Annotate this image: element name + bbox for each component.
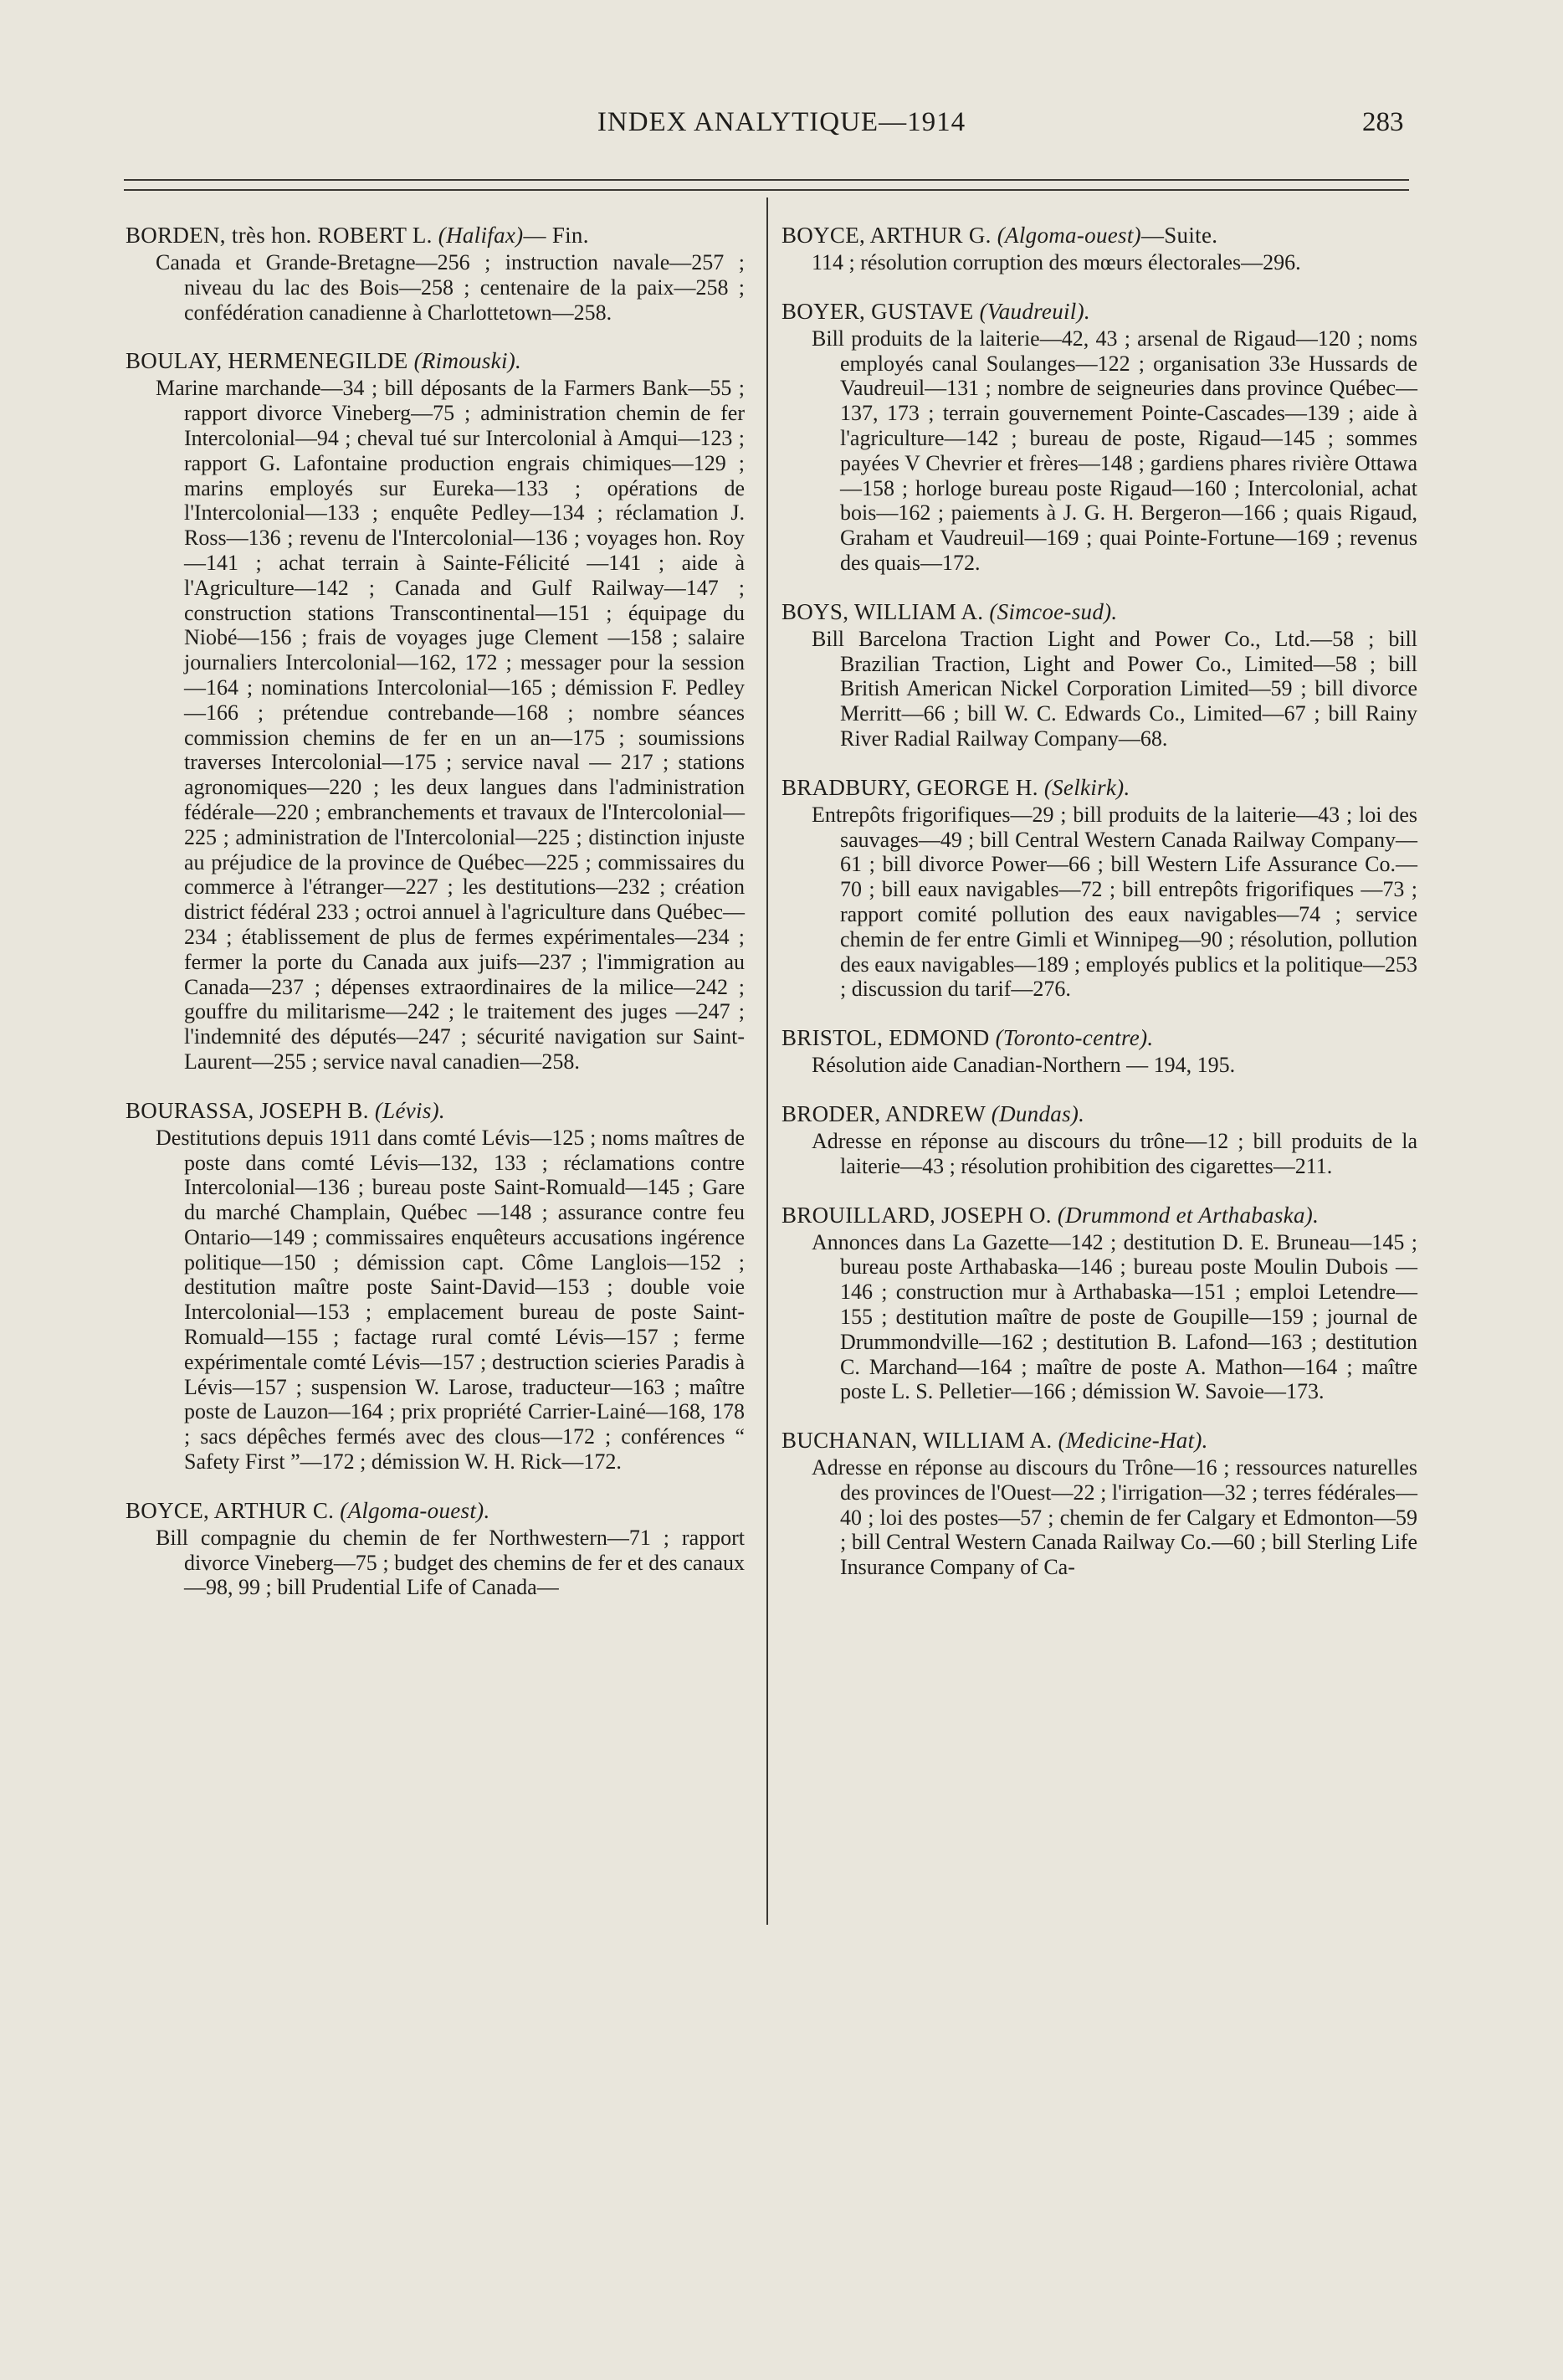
riding-name: (Selkirk).: [1043, 774, 1130, 800]
entry-text: Bill compagnie du chemin de fer Northwestern—71 ; rapport divorce Vineberg—75 ; budget des chemins de fer et des canaux—98, 99 ; bill Prudential Life of Canada—: [156, 1525, 745, 1600]
member-name: BOULAY, HERMENEGILDE: [126, 348, 408, 374]
entry-text: Résolution aide Canadian-Northern — 194, 195.: [812, 1053, 1236, 1078]
index-entry: [782, 1203, 1417, 1405]
member-name: BOYER, GUSTAVE: [782, 298, 974, 324]
entry-text: Marine marchande—34 ; bill déposants de la Farmers Bank—55 ; rapport divorce Vineberg—75 ; administration chemin de fer Intercolonial—94 ; cheval tué sur Intercolonial à Amqui—123 ; rapport G. Lafontaine production engrais chimiques—129 ; marins employés sur Eureka—133 ; opérations de l'Intercolonial—133 ; enquête Pedley—134 ; réclamation J. Ross—136 ; revenu de l'Intercolonial—136 ; voyages hon. Roy—141 ; achat terrain à Sainte-Félicité —141 ; aide à l'Agriculture—142 ; Canada and Gulf Railway—147 ; construction stations Transcontinental—151 ; équipage du Niobé—156 ; frais de voyages juge Clement —158 ; salaire journaliers Intercolonial—162, 172 ; messager pour la session—164 ; nominations Intercolonial—165 ; démission F. Pedley—166 ; prétendue contrebande—168 ; nombre séances commission chemins de fer en un an—175 ; soumissions traverses Intercolonial—175 ; service naval — 217 ; stations agronomiques—220 ; les deux langues dans l'administration fédérale—220 ; embranchements et travaux de l'Intercolonial—225 ; administration de l'Intercolonial—225 ; distinction injuste au préjudice de la province de Québec—225 ; commissaires du commerce à l'étranger—227 ; les destitutions—232 ; création district fédéral 233 ; octroi annuel à l'agriculture dans Québec—234 ; établissement de plus de fermes expérimentales—234 ; fermer la porte du Canada aux juifs—237 ; l'immigration au Canada—237 ; dépenses extraordinaires de la milice—242 ; gouffre du militarisme—242 ; le traitement des juges —247 ; l'indemnité des députés—247 ; sécurité navigation sur Saint-Laurent—255 ; service naval canadien—258.: [156, 376, 745, 1074]
entry-text: Annonces dans La Gazette—142 ; destitution D. E. Bruneau—145 ; bureau poste Arthabaska—146 ; bureau poste Moulin Dubois —146 ; construction mur à Arthabaska—151 ; emploi Letendre—155 ; destitution maître de poste de Goupille—159 ; journal de Drummondville—162 ; destitution B. Lafond—163 ; destitution C. Marchand—164 ; maître de poste A. Mathon—164 ; maître poste L. S. Pelletier—166 ; démission W. Savoie—173.: [812, 1229, 1417, 1404]
entry-heading: [782, 1025, 1417, 1051]
index-entry: [782, 223, 1417, 275]
entry-text: Adresse en réponse au discours du Trône—16 ; ressources naturelles des provinces de l'Ouest—22 ; l'irrigation—32 ; terres fédérales—40 ; loi des postes—57 ; chemin de fer Calgary et Edmonton—59 ; bill Central Western Canada Railway Co.—60 ; bill Sterling Life Insurance Company of Ca-: [812, 1455, 1417, 1580]
entry-text: Entrepôts frigorifiques—29 ; bill produits de la laiterie—43 ; loi des sauvages—49 ; bill Central Western Canada Railway Company—61 ; bill divorce Power—66 ; bill Western Life Assurance Co.—70 ; bill eaux navigables—72 ; bill entrepôts frigorifiques —73 ; rapport comité pollution des eaux navigables—74 ; service chemin de fer entre Gimli et Winnipeg—90 ; résolution, pollution des eaux navigables—189 ; employés publics et la politique—253 ; discussion du tarif—276.: [812, 802, 1417, 1002]
entry-heading: [782, 775, 1417, 801]
entry-text: 114 ; résolution corruption des mœurs électorales—296.: [812, 250, 1301, 274]
riding-name: (Drummond et Arthabaska).: [1057, 1202, 1320, 1228]
riding-name: (Vaudreuil).: [979, 298, 1090, 324]
entry-heading: [126, 348, 745, 374]
index-entry: [782, 1025, 1417, 1078]
index-entry: [782, 1428, 1417, 1580]
member-name: BORDEN, très hon. ROBERT L.: [126, 223, 433, 248]
index-entry: [782, 1101, 1417, 1179]
member-name: BOYCE, ARTHUR G.: [782, 223, 992, 248]
index-entry: [126, 1498, 745, 1600]
header-rule-bottom: [124, 189, 1409, 191]
entry-heading: [782, 599, 1417, 625]
right-column: [782, 223, 1417, 1603]
entry-heading: [782, 223, 1417, 249]
entry-suffix: —Suite.: [1140, 223, 1218, 248]
member-name: BOURASSA, JOSEPH B.: [126, 1097, 369, 1123]
header-rule-top: [124, 179, 1409, 181]
entry-heading: [782, 299, 1417, 325]
entry-heading: [126, 1498, 745, 1524]
entry-text: Canada et Grande-Bretagne—256 ; instruction navale—257 ; niveau du lac des Bois—258 ; centenaire de la paix—258 ; confédération canadienne à Charlottetown—258.: [156, 250, 745, 325]
member-name: BROUILLARD, JOSEPH O.: [782, 1202, 1052, 1228]
entry-text: Destitutions depuis 1911 dans comté Lévis—125 ; noms maîtres de poste dans comté Lévis—132, 133 ; réclamations contre Intercolonial—136 ; bureau poste Saint-Romuald—145 ; Gare du marché Champlain, Québec —148 ; assurance contre feu Ontario—149 ; commissaires enquêteurs accusations ingérence politique—150 ; démission capt. Côme Langlois—152 ; destitution maître poste Saint-David—153 ; double voie Intercolonial—153 ; emplacement bureau de poste Saint-Romuald—155 ; factage rural comté Lévis—157 ; ferme expérimentale comté Lévis—157 ; destruction scieries Paradis à Lévis—157 ; suspension W. Larose, traducteur—163 ; maître poste de Lauzon—164 ; prix propriété Carrier-Lainé—168, 178 ; sacs dépêches fermés avec des clous—172 ; conférences “ Safety First ”—172 ; démission W. H. Rick—172.: [156, 1125, 745, 1475]
entry-heading: [782, 1203, 1417, 1228]
entry-text: Adresse en réponse au discours du trône—12 ; bill produits de la laiterie—43 ; résolution prohibition des cigarettes—211.: [812, 1128, 1417, 1178]
riding-name: (Toronto-centre).: [995, 1025, 1154, 1051]
riding-name: (Dundas).: [991, 1100, 1085, 1126]
entry-text: Bill produits de la laiterie—42, 43 ; arsenal de Rigaud—120 ; noms employés canal Soulanges—122 ; organisation 33e Hussards de Vaudreuil—131 ; nombre de seigneuries dans province Québec—137, 173 ; terrain gouvernement Pointe-Cascades—139 ; aide à l'agriculture—142 ; bureau de poste, Rigaud—145 ; sommes payées V Chevrier et frères—148 ; gardiens phares rivière Ottawa—158 ; horloge bureau poste Rigaud—160 ; Intercolonial, achat bois—162 ; paiements à J. G. H. Bergeron—166 ; quais Rigaud, Graham et Vaudreuil—169 ; quai Pointe-Fortune—169 ; revenus des quais—172.: [812, 326, 1417, 575]
member-name: BUCHANAN, WILLIAM A.: [782, 1428, 1053, 1454]
index-entry: [126, 1098, 745, 1475]
entry-text: Bill Barcelona Traction Light and Power Co., Ltd.—58 ; bill Brazilian Traction, Light and Power Co., Limited—58 ; bill British American Nickel Corporation Limited—59 ; bill divorce Merritt—66 ; bill W. C. Edwards Co., Limited—67 ; bill Rainy River Radial Railway Company—68.: [812, 626, 1417, 751]
index-entry: [126, 223, 745, 325]
riding-name: (Algoma-ouest): [997, 223, 1141, 248]
riding-name: (Simcoe-sud).: [989, 598, 1118, 624]
entry-heading: [782, 1101, 1417, 1127]
left-column: [126, 223, 745, 1623]
entry-heading: [126, 1098, 745, 1124]
entry-suffix: — Fin.: [523, 223, 589, 248]
index-entry: [126, 348, 745, 1074]
page-number: 283: [1362, 107, 1404, 137]
index-entry: [782, 599, 1417, 751]
member-name: BRISTOL, EDMOND: [782, 1025, 990, 1051]
riding-name: (Algoma-ouest).: [340, 1497, 490, 1523]
member-name: BRODER, ANDREW: [782, 1100, 986, 1126]
entry-heading: [126, 223, 745, 249]
column-divider: [766, 197, 768, 1925]
index-entry: [782, 299, 1417, 576]
entry-heading: [782, 1428, 1417, 1454]
riding-name: (Lévis).: [374, 1097, 445, 1123]
member-name: BRADBURY, GEORGE H.: [782, 774, 1038, 800]
riding-name: (Medicine-Hat).: [1058, 1428, 1208, 1454]
riding-name: (Halifax): [438, 223, 524, 248]
member-name: BOYCE, ARTHUR C.: [126, 1497, 335, 1523]
riding-name: (Rimouski).: [413, 348, 522, 374]
running-head-title: INDEX ANALYTIQUE—1914: [597, 107, 966, 137]
index-entry: [782, 775, 1417, 1002]
member-name: BOYS, WILLIAM A.: [782, 598, 984, 624]
